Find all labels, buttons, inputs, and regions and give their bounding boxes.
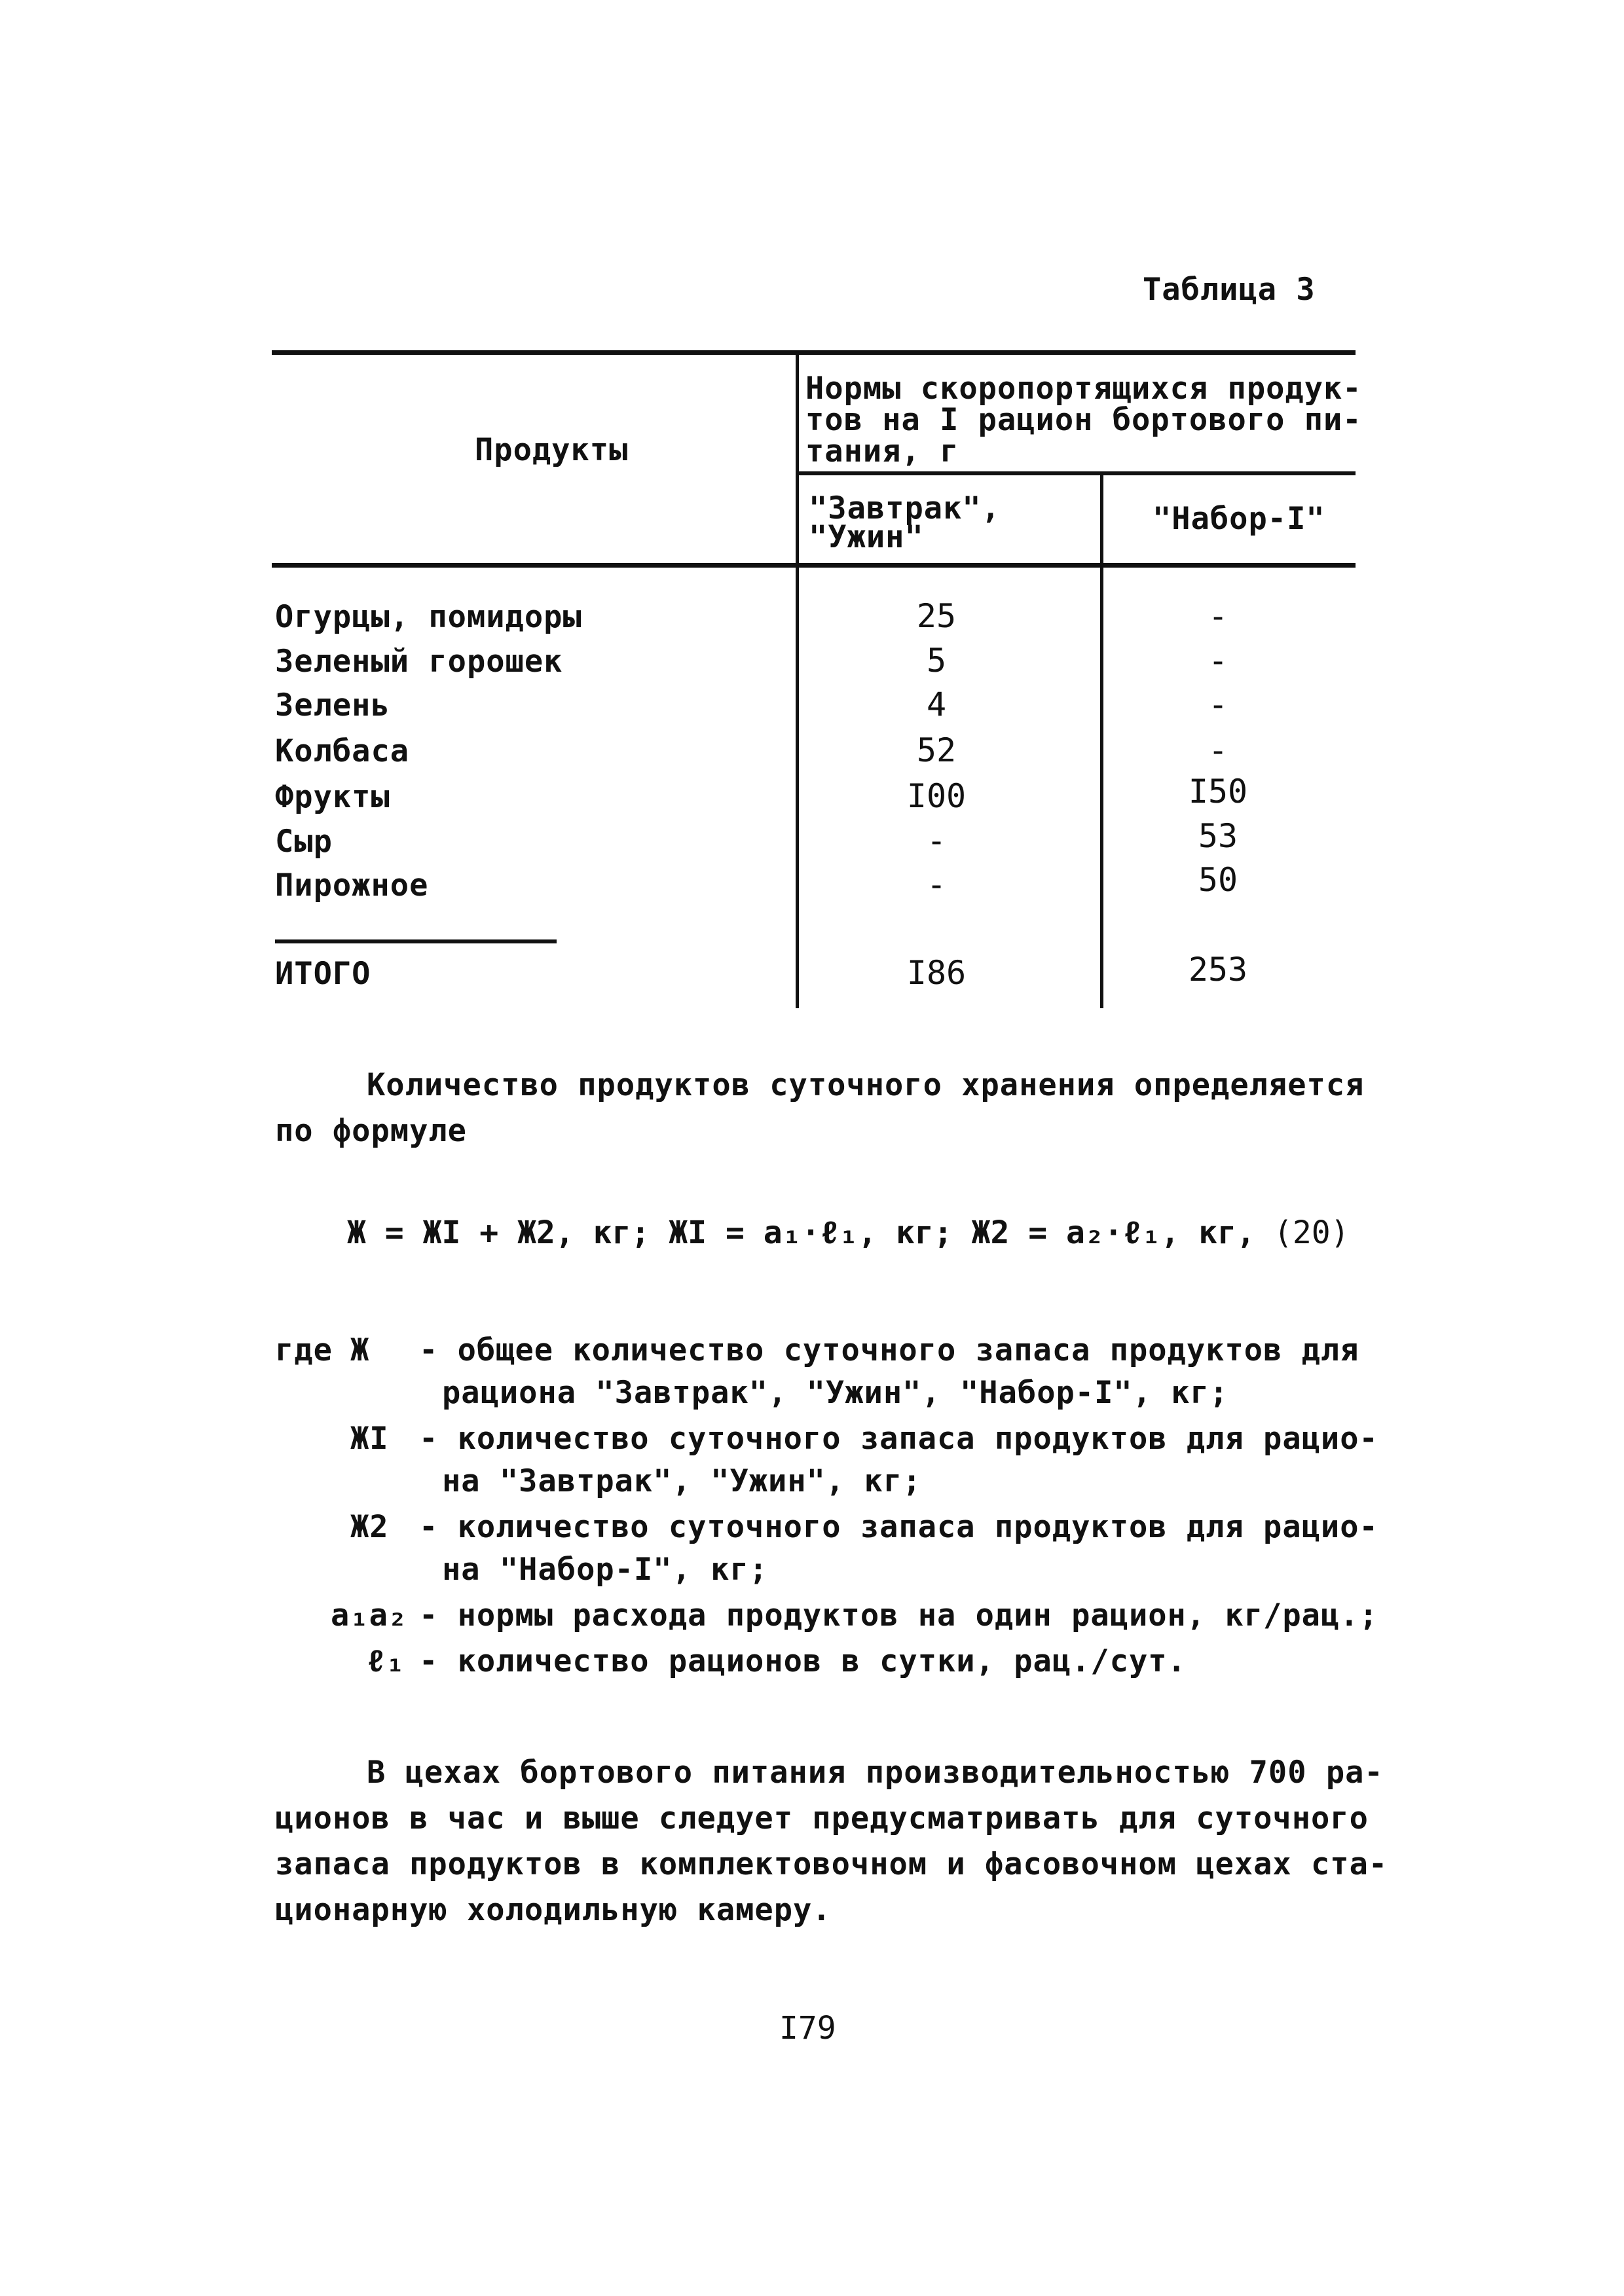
def-term: a₁a₂	[331, 1597, 408, 1633]
formula-text: Ж = ЖI + Ж2, кг; ЖI = a₁·ℓ₁, кг; Ж2 = a₂·ℓ₁, кг,	[347, 1214, 1255, 1251]
def-line: - количество рационов в сутки, рац./сут.	[419, 1643, 1187, 1679]
def-line: на "Набор-I", кг;	[442, 1552, 769, 1588]
total-nabor: 253	[1188, 951, 1248, 989]
total-label: ИТОГО	[275, 956, 371, 992]
def-line: - количество суточного запаса продуктов для рацио-	[419, 1509, 1378, 1545]
row-product: Огурцы, помидоры	[275, 599, 582, 635]
header-nabor: "Набор-I"	[1153, 501, 1325, 537]
row-value-nabor: 50	[1198, 861, 1238, 899]
row-product: Фрукты	[275, 779, 390, 815]
intro-line-1: Количество продуктов суточного хранения определяется	[367, 1067, 1365, 1103]
def-line: - нормы расхода продуктов на один рацион, кг/рац.;	[419, 1597, 1378, 1633]
header-products: Продукты	[475, 432, 629, 468]
header-norms-line3: тания, г	[805, 433, 959, 469]
def-line: на "Завтрак", "Ужин", кг;	[442, 1463, 922, 1499]
closing-line-1: В цехах бортового питания производительностью 700 ра-	[367, 1755, 1384, 1791]
header-col1-line2: "Ужин"	[809, 519, 924, 555]
def-term: Ж2	[350, 1509, 389, 1545]
header-bottom-rule	[272, 563, 1356, 568]
row-product: Зеленый горошек	[275, 644, 563, 680]
row-value-nabor: -	[1208, 597, 1228, 635]
header-breakfast-dinner	[809, 490, 1001, 555]
row-product: Пирожное	[275, 867, 429, 903]
intro-line-2: по формуле	[275, 1113, 467, 1149]
total-separator-rule	[275, 939, 557, 943]
row-value-breakfast: 4	[926, 685, 947, 723]
row-value-breakfast: 52	[916, 731, 957, 769]
def-term: Ж	[350, 1332, 370, 1368]
row-product: Колбаса	[275, 733, 410, 769]
row-value-breakfast: 25	[916, 597, 957, 635]
where-label: где	[275, 1332, 333, 1368]
formula	[347, 1214, 1255, 1253]
closing-line-2: ционов в час и выше следует предусматривать для суточного	[275, 1800, 1369, 1836]
header-norms	[805, 373, 1362, 467]
row-value-breakfast: I00	[906, 777, 967, 815]
total-breakfast: I86	[906, 954, 967, 992]
row-value-nabor: I50	[1188, 773, 1248, 811]
def-line: - количество суточного запаса продуктов для рацио-	[419, 1421, 1378, 1457]
formula-number: (20)	[1274, 1214, 1350, 1251]
row-value-breakfast: -	[926, 866, 947, 903]
header-norms-line2: тов на I рацион бортового пи-	[805, 402, 1362, 438]
def-term: ЖI	[350, 1421, 389, 1457]
row-value-nabor: -	[1208, 731, 1228, 769]
header-col1-line1: "Завтрак",	[809, 490, 1001, 526]
row-value-nabor: -	[1208, 685, 1228, 723]
header-col-divider	[796, 350, 799, 1008]
table-top-rule	[272, 350, 1356, 355]
table-caption: Таблица 3	[1143, 272, 1316, 308]
def-line: - общее количество суточного запаса продуктов для	[419, 1332, 1359, 1368]
def-line: рациона "Завтрак", "Ужин", "Набор-I", кг;	[442, 1375, 1229, 1411]
closing-line-3: запаса продуктов в комплектовочном и фасовочном цехах ста-	[275, 1846, 1388, 1882]
def-term: ℓ₁	[367, 1643, 405, 1679]
row-value-breakfast: 5	[926, 642, 947, 680]
subcol-divider	[1100, 473, 1103, 1008]
header-sub-rule	[798, 471, 1356, 475]
closing-line-4: ционарную холодильную камеру.	[275, 1892, 832, 1928]
header-norms-line1: Нормы скоропортящихся продук-	[805, 371, 1362, 407]
row-value-nabor: 53	[1198, 817, 1238, 855]
row-product: Сыр	[275, 824, 333, 860]
page-number: I79	[779, 2010, 836, 2047]
row-value-breakfast: -	[926, 822, 947, 860]
row-value-nabor: -	[1208, 642, 1228, 680]
row-product: Зелень	[275, 687, 390, 723]
